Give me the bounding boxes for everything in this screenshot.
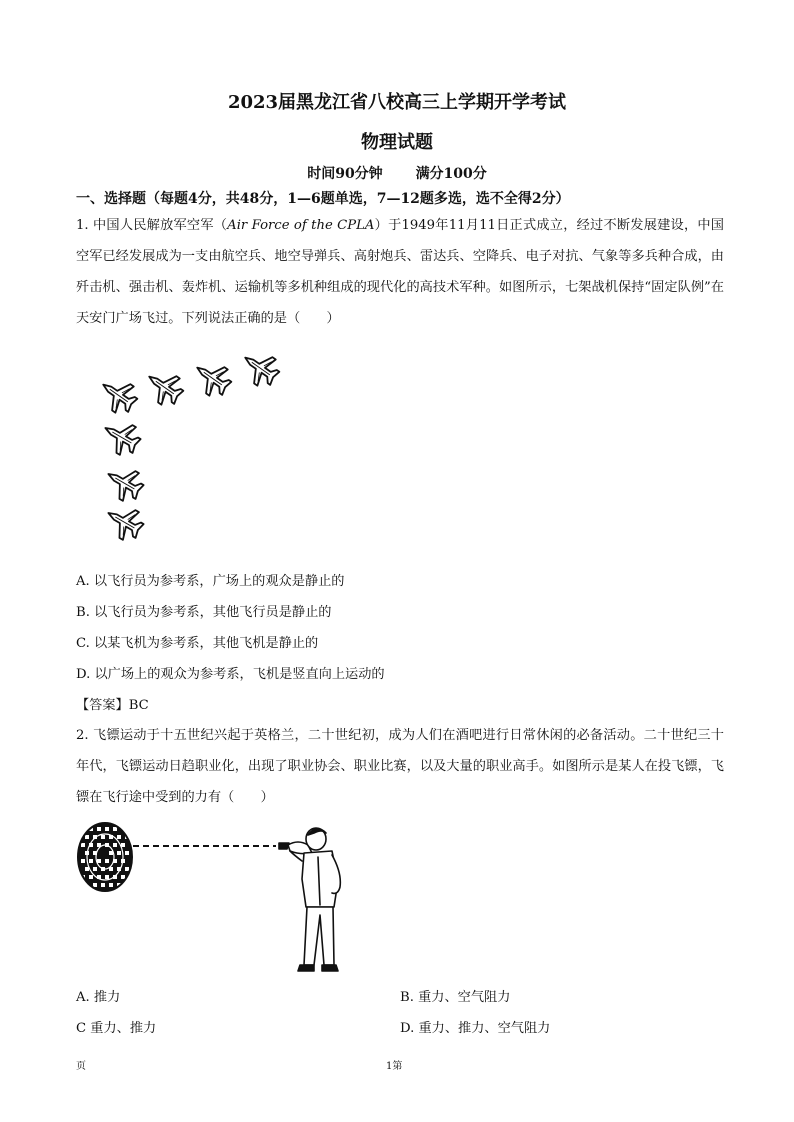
- question-1-stem-italic: Air Force of the CPLA: [227, 218, 375, 233]
- section-heading: 一、选择题（每题4分，共48分，1—6题单选，7—12题多选，选不全得2分）: [76, 191, 570, 207]
- question-1-stem-before: 1. 中国人民解放军空军（: [76, 218, 228, 233]
- question-2-option-d: D. 重力、推力、空气阻力: [400, 1021, 551, 1036]
- question-2-stem: 2. 飞镖运动于十五世纪兴起于英格兰，二十世纪初，成为人们在酒吧进行日常休闲的必备活动。二十世纪三十年代，飞镖运动日趋职业化，出现了职业协会、职业比赛，以及大量的职业高手。如图所示是某人在投飞镖，飞镖在飞行途中受到的力有（ ）: [76, 728, 724, 805]
- question-1-answer: 【答案】BC: [76, 698, 149, 713]
- question-1-option-c: C. 以某飞机为参考系，其他飞机是静止的: [76, 636, 319, 651]
- time-limit: 时间90分钟: [307, 166, 383, 182]
- page-number: 1第: [386, 1061, 403, 1072]
- subject-title: 物理试题: [361, 132, 433, 153]
- dart-throw-figure: [76, 815, 366, 980]
- jet-icon: [236, 350, 284, 391]
- jet-formation-figure: [96, 350, 296, 550]
- jet-icon: [100, 499, 147, 545]
- dart-thrower-icon: [279, 828, 340, 971]
- question-1-stem-after: ）于1949年11月11日正式成立，经过不断发展建设，中国空军已经发展成为一支由航空兵、地空导弹兵、高射炮兵、雷达兵、空降兵、电子对抗、气象等多兵种合成，由歼击机、强击机、轰炸机、运输机等多机种组成的现代化的高技术军种。如图所示，七架战机保持“固定队例”在天安门广场飞过。下列说法正确的是（ ）: [76, 218, 724, 326]
- question-1-stem: [76, 210, 724, 334]
- exam-title: 2023届黑龙江省八校高三上学期开学考试: [227, 92, 567, 113]
- question-2-option-a: A. 推力: [76, 990, 121, 1005]
- exam-meta: [0, 163, 794, 183]
- jet-icon: [97, 414, 144, 460]
- question-2-option-b: B. 重力、空气阻力: [400, 990, 511, 1005]
- dartboard-icon: [78, 823, 132, 891]
- question-1-option-a: A. 以飞行员为参考系，广场上的观众是静止的: [76, 574, 345, 589]
- total-score: 满分100分: [415, 166, 487, 182]
- question-2-option-c: C 重力、推力: [76, 1021, 157, 1036]
- question-1-option-b: B. 以飞行员为参考系，其他飞行员是静止的: [76, 605, 332, 620]
- jet-icon: [100, 460, 147, 506]
- jet-icon: [96, 372, 142, 419]
- jet-icon: [140, 364, 188, 411]
- jet-icon: [188, 355, 236, 402]
- question-1-option-d: D. 以广场上的观众为参考系，飞机是竖直向上运动的: [76, 667, 385, 682]
- footer-left: 页: [76, 1061, 86, 1072]
